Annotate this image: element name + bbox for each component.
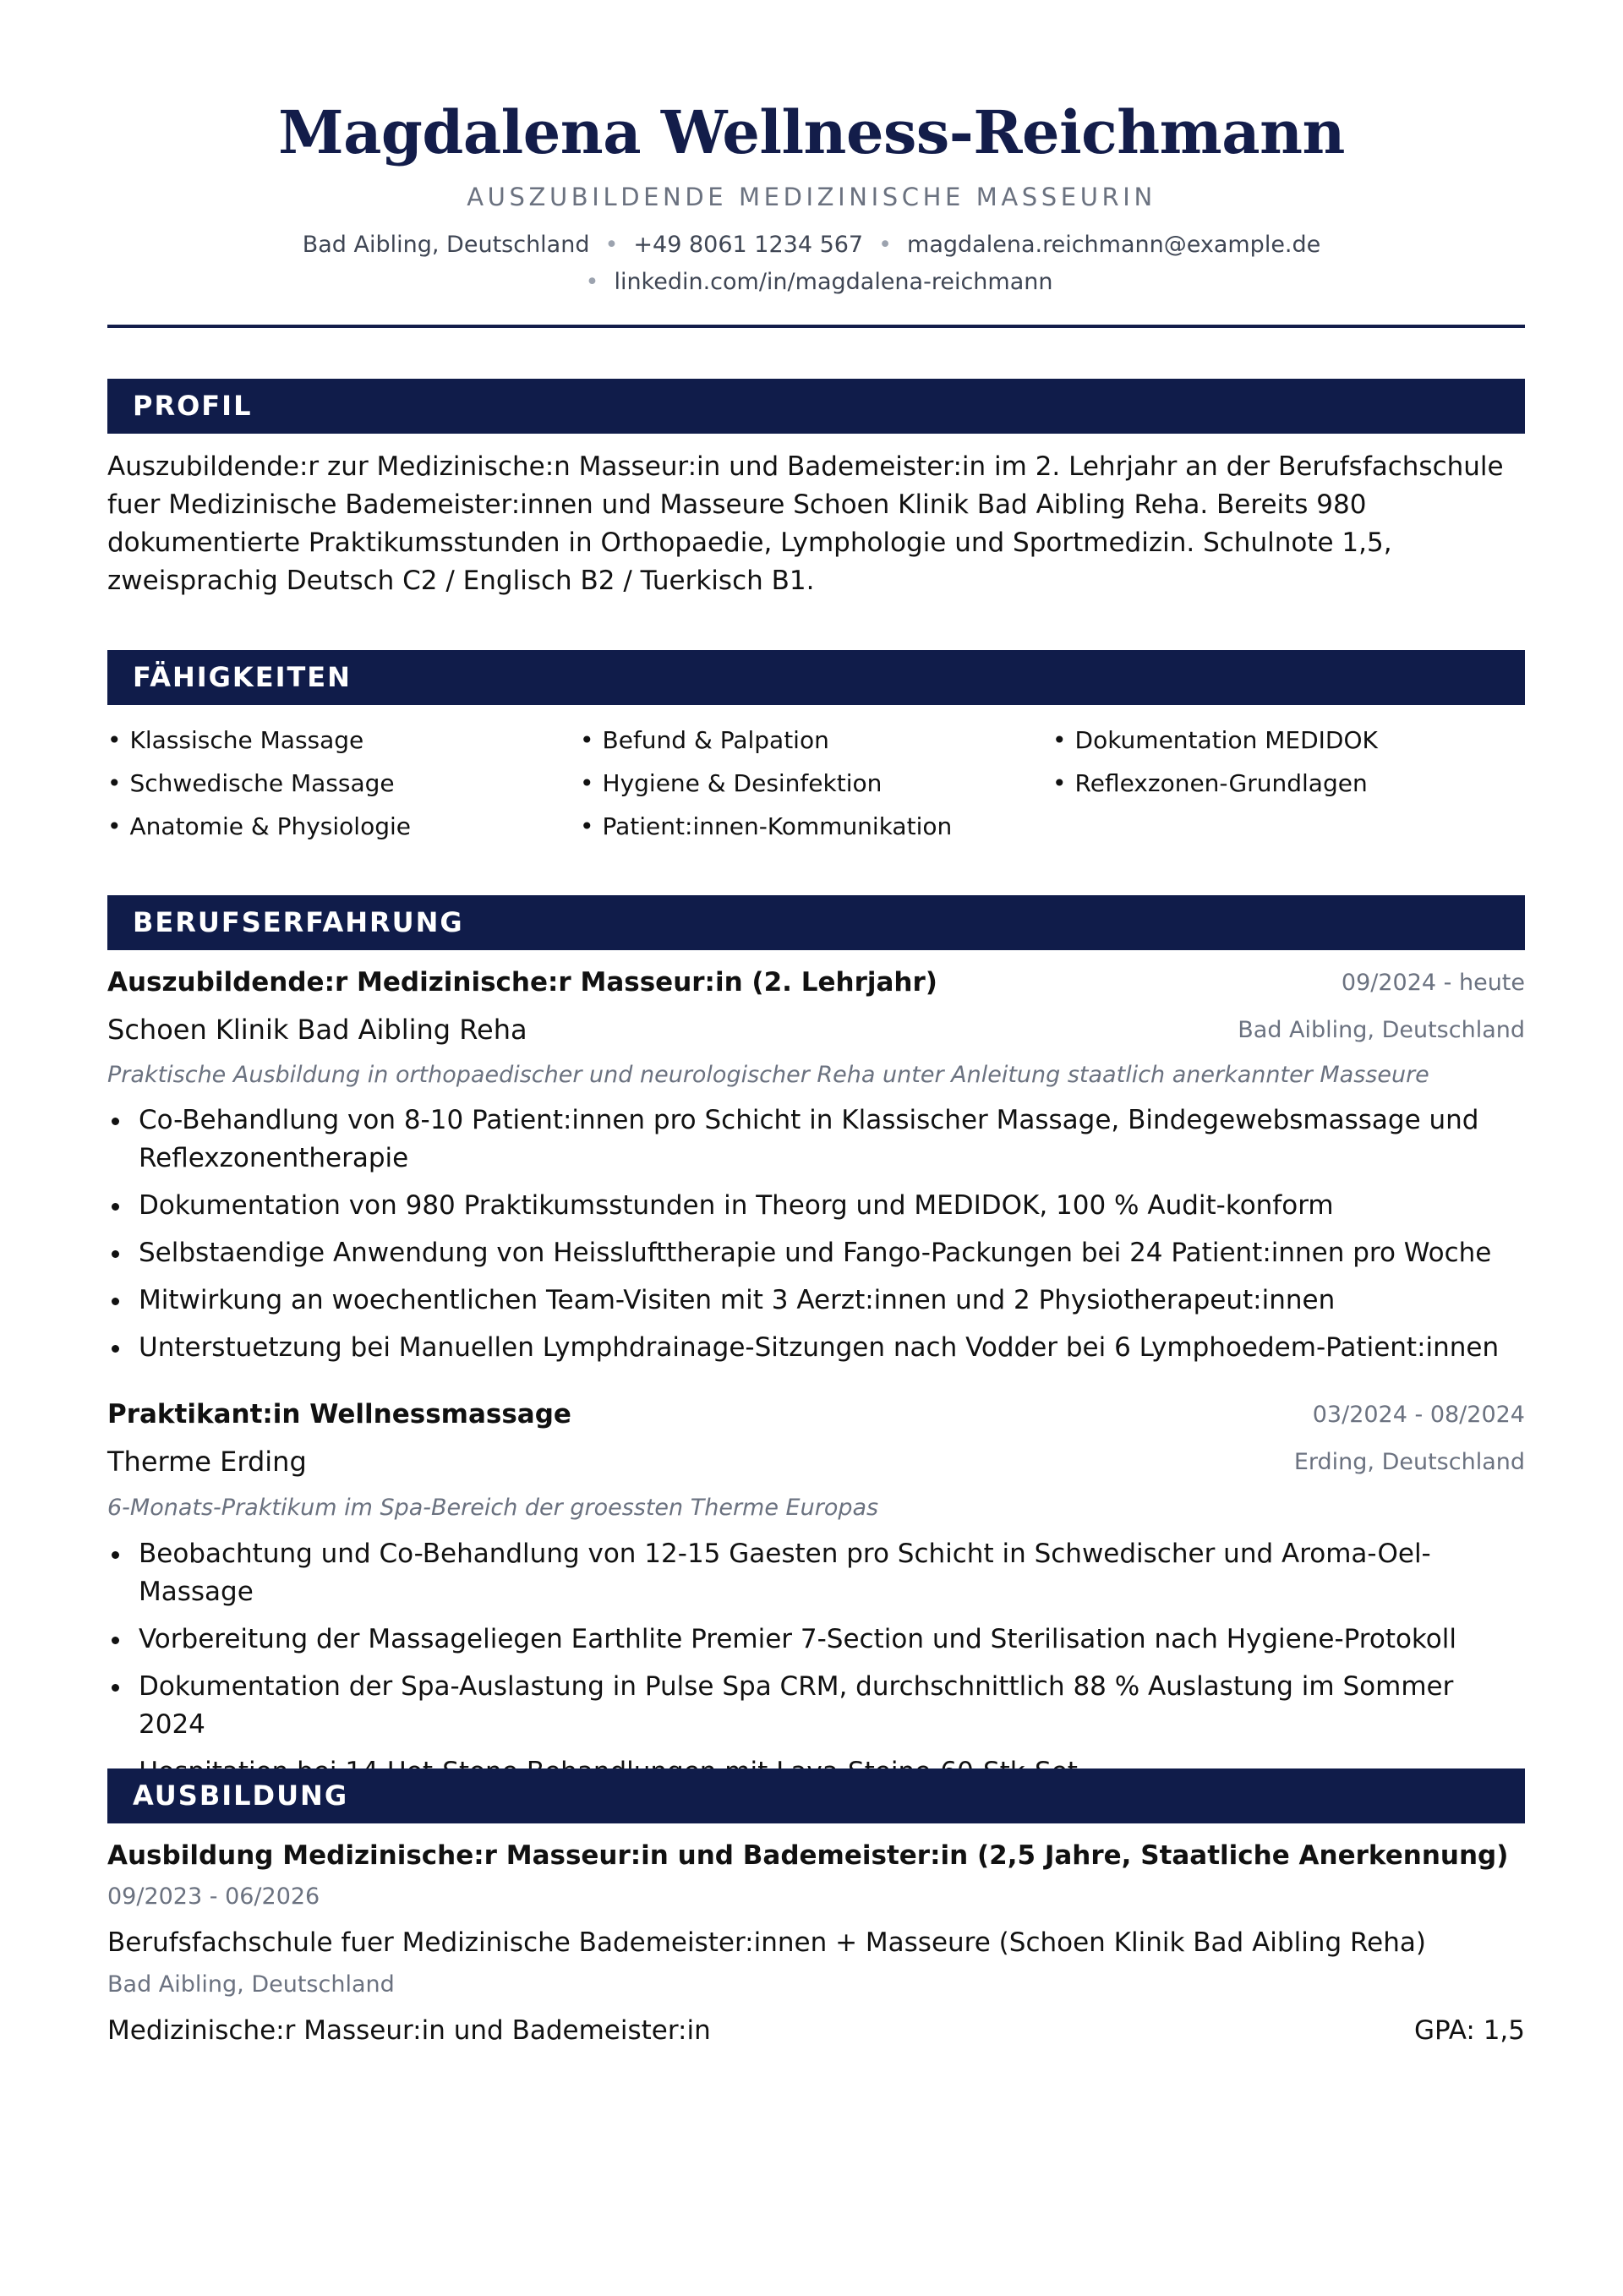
job-description: Praktische Ausbildung in orthopaedischer und neurologischer Reha unter Anleitung staatlich anerkannter Masseure [107,1062,1429,1088]
contact-line-2 [0,264,1623,301]
job-location: Erding, Deutschland [1293,1449,1525,1475]
section-title: BERUFSERFAHRUNG [133,906,464,938]
candidate-name: Magdalena Wellness-Reichmann [278,97,1345,167]
education-dates: 09/2023 - 06/2026 [107,1883,320,1910]
skill-item: • Befund & Palpation [580,719,1052,762]
job-dates: 03/2024 - 08/2024 [1312,1402,1525,1428]
education-location: Bad Aibling, Deutschland [107,1971,395,1998]
profile-summary: Auszubildende:r zur Medizinische:n Masseur:in und Bademeister:in im 2. Lehrjahr an der Berufsfachschule fuer Medizinische Bademeister:innen und Masseure Schoen Klinik Bad Aibling Reha. Bereits 980 dokumentierte Praktikumsstunden in Orthopaedie, Lymphologie und Sportmedizin. Schulnote 1,5, zweisprachig Deutsch C2 / Englisch B2 / Tuerkisch B1. [107,451,1504,596]
skills-column [580,719,1052,848]
header-divider [107,325,1525,328]
job-company: Schoen Klinik Bad Aibling Reha [107,1014,527,1046]
contact-linkedin[interactable]: linkedin.com/in/magdalena-reichmann [614,269,1053,295]
section-title: PROFIL [133,390,253,422]
separator-dot: • [585,269,599,295]
job-bullets [107,1535,1525,1801]
job-company: Therme Erding [107,1446,307,1478]
skill-item: • Schwedische Massage [107,762,580,805]
education-title: Ausbildung Medizinische:r Masseur:in und Bademeister:in (2,5 Jahre, Staatliche Anerkennung) [107,1840,1509,1871]
job-title: Praktikant:in Wellnessmassage [107,1399,571,1430]
candidate-role: AUSZUBILDENDE MEDIZINISCHE MASSEURIN [467,183,1156,211]
section-header-education [107,1768,1525,1823]
skill-item: • Patient:innen-Kommunikation [580,805,1052,848]
skill-item: • Dokumentation MEDIDOK [1052,719,1525,762]
separator-dot: • [604,232,619,258]
contact-email[interactable]: magdalena.reichmann@example.de [907,232,1321,258]
contact-line-1 [0,227,1623,264]
job-bullet: Mitwirkung an woechentlichen Team-Visiten mit 3 Aerzt:innen und 2 Physiotherapeut:innen [107,1282,1525,1320]
contact-location: Bad Aibling, Deutschland [302,232,590,258]
job-bullet: Unterstuetzung bei Manuellen Lymphdrainage-Sitzungen nach Vodder bei 6 Lymphoedem-Patient:innen [107,1329,1525,1367]
section-header-profile [107,379,1525,434]
skill-item: • Anatomie & Physiologie [107,805,580,848]
job-location: Bad Aibling, Deutschland [1238,1017,1525,1043]
section-title: FÄHIGKEITEN [133,661,352,693]
education-degree: Medizinische:r Masseur:in und Bademeister:in [107,2015,711,2046]
job-bullet: Selbstaendige Anwendung von Heisslufttherapie und Fango-Packungen bei 24 Patient:innen pro Woche [107,1234,1525,1272]
job-description: 6-Monats-Praktikum im Spa-Bereich der groessten Therme Europas [107,1495,879,1521]
skill-item: • Hygiene & Desinfektion [580,762,1052,805]
education-gpa: GPA: 1,5 [1414,2015,1525,2046]
section-title: AUSBILDUNG [133,1779,349,1812]
skills-column [107,719,580,848]
skills-list [107,719,1525,848]
skill-item: • Reflexzonen-Grundlagen [1052,762,1525,805]
job-bullet: Co-Behandlung von 8-10 Patient:innen pro Schicht in Klassischer Massage, Bindegewebsmassage und Reflexzonentherapie [107,1102,1525,1178]
job-bullet: Dokumentation von 980 Praktikumsstunden in Theorg und MEDIDOK, 100 % Audit-konform [107,1187,1525,1225]
contact-info [0,227,1623,301]
job-dates: 09/2024 - heute [1341,970,1525,996]
contact-phone: +49 8061 1234 567 [633,232,864,258]
section-header-experience [107,895,1525,950]
resume-header [0,95,1623,301]
job-bullets [107,1102,1525,1376]
job-bullet: Dokumentation der Spa-Auslastung in Pulse Spa CRM, durchschnittlich 88 % Auslastung im Sommer 2024 [107,1668,1525,1744]
education-school: Berufsfachschule fuer Medizinische Bademeister:innen + Masseure (Schoen Klinik Bad Aibling Reha) [107,1927,1426,1958]
job-bullet: Beobachtung und Co-Behandlung von 12-15 Gaesten pro Schicht in Schwedischer und Aroma-Oel-Massage [107,1535,1525,1611]
skill-item: • Klassische Massage [107,719,580,762]
section-header-skills [107,650,1525,705]
skills-column [1052,719,1525,848]
job-bullet: Vorbereitung der Massageliegen Earthlite Premier 7-Section und Sterilisation nach Hygiene-Protokoll [107,1621,1525,1659]
job-title: Auszubildende:r Medizinische:r Masseur:in (2. Lehrjahr) [107,967,937,998]
separator-dot: • [878,232,893,258]
